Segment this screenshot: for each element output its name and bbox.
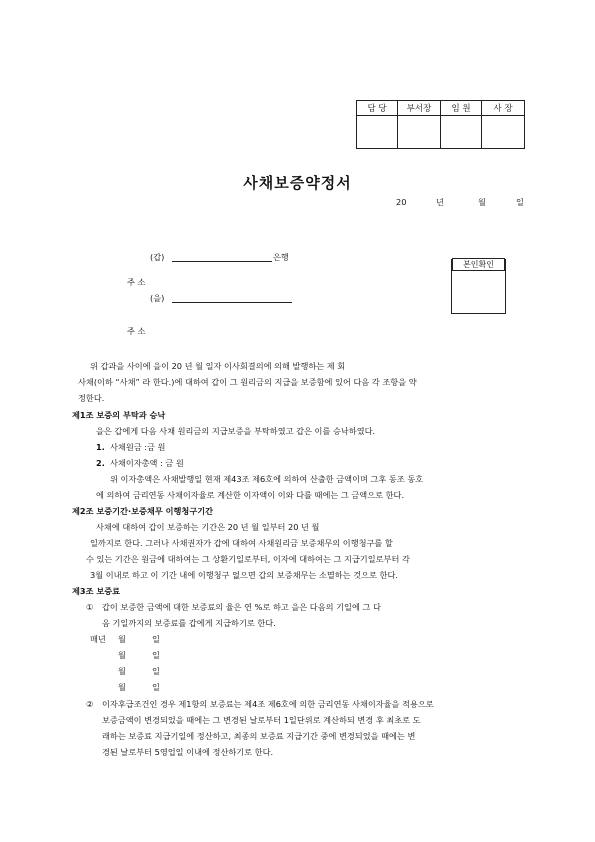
article-1-item-2: 사채이자총액 : 금 원 xyxy=(110,458,184,468)
approval-header-staff: 담 당 xyxy=(357,101,398,116)
date-year: 년 xyxy=(436,197,444,207)
approval-sign-cell[interactable] xyxy=(482,116,525,149)
approval-sign-cell[interactable] xyxy=(398,116,441,149)
intro-line-1: 위 갑과을 사이에 을이 20 년 월 일자 이사회결의에 의해 발행하는 제 회 xyxy=(90,361,346,371)
article-2-title: 제2조 보증기간·보증채무 이행청구기간 xyxy=(72,506,214,516)
approval-table xyxy=(356,100,525,149)
article-3-paragraph-1-line-2: 음 기일까지의 보증료를 갑에게 지급하기로 한다. xyxy=(102,618,276,628)
approval-header-president: 사 장 xyxy=(482,101,525,116)
party-gap-suffix: 은행 xyxy=(273,252,289,262)
date-year-prefix: 20 xyxy=(396,197,407,207)
schedule-month: 월 xyxy=(118,634,126,644)
article-1-note-line-2: 에 의하여 금리연동 사채이자율로 계산한 이자액이 이와 다를 때에는 그 금액으로 한다. xyxy=(96,490,405,500)
approval-sign-cell[interactable] xyxy=(441,116,482,149)
party-eul-label: (을) xyxy=(150,293,165,303)
article-3-paragraph-2-line-1: 이자후급조건인 경우 제1항의 보증료는 제4조 제6호에 의한 금리연동 사채이자율을 적용으로 xyxy=(102,699,434,709)
article-1-note-line-1: 위 이자총액은 사채발행일 현재 제43조 제6호에 의하여 산출한 금액이며 그후 동조 동호 xyxy=(110,474,424,484)
approval-header-executive: 임 원 xyxy=(441,101,482,116)
article-3-paragraph-2-line-3: 래하는 보증료 지급기일에 정산하고, 최종의 보증료 지급기간 중에 변경되었을 때에는 변 xyxy=(102,731,416,741)
date-day: 일 xyxy=(516,197,524,207)
schedule-month: 월 xyxy=(118,682,126,692)
address-label-2: 주 소 xyxy=(127,326,146,336)
address-label-1: 주 소 xyxy=(127,277,146,287)
schedule-day: 일 xyxy=(152,682,160,692)
schedule-day: 일 xyxy=(152,634,160,644)
intro-line-3: 정한다. xyxy=(78,393,105,403)
schedule-prefix: 매년 xyxy=(90,634,106,644)
schedule-month: 월 xyxy=(118,666,126,676)
date-month: 월 xyxy=(478,197,486,207)
schedule-day: 일 xyxy=(152,650,160,660)
article-2-line-3: 수 있는 기간은 원금에 대하여는 그 상환기일로부터, 이자에 대하여는 그 지급기일로부터 각 xyxy=(86,554,410,564)
approval-sign-cell[interactable] xyxy=(357,116,398,149)
seal-label: 본인확인 xyxy=(452,258,505,271)
article-1-item-2-number: 2. xyxy=(96,458,105,468)
article-2-line-4: 3월 이내로 하고 이 기간 내에 이행청구 없으면 갑의 보증채무는 소멸하는 것으로 한다. xyxy=(90,570,398,580)
article-2-line-1: 사채에 대하여 갑이 보증하는 기간은 20 년 월 일부터 20 년 월 xyxy=(96,522,320,532)
article-3-paragraph-1-number: ① xyxy=(86,602,94,612)
approval-header-dept-head: 부서장 xyxy=(398,101,441,116)
party-gap-label: (갑) xyxy=(150,252,165,262)
article-3-paragraph-2-line-2: 보증금액이 변경되었을 때에는 그 변경된 날로부터 1일단위로 계산하되 변경 후 최초로 도 xyxy=(102,715,421,725)
intro-line-2: 사채(이하 “사채” 라 한다.)에 대하여 갑이 그 원리금의 지급을 보증함에 있어 다음 각 조항을 약 xyxy=(78,377,417,387)
document-title: 사채보증약정서 xyxy=(243,174,352,192)
party-eul-field[interactable] xyxy=(172,293,292,303)
party-gap-field[interactable] xyxy=(172,252,272,262)
schedule-month: 월 xyxy=(118,650,126,660)
article-3-paragraph-2-line-4: 경된 날로부터 5영업일 이내에 정산하기로 한다. xyxy=(102,747,274,757)
article-3-paragraph-1-line-1: 갑이 보증한 금액에 대한 보증료의 율은 연 %로 하고 을은 다음의 기일에 그 다 xyxy=(102,602,381,612)
article-3-paragraph-2-number: ② xyxy=(86,699,94,709)
article-1-item-1: 사채원금 :금 원 xyxy=(110,442,166,452)
article-1-title: 제1조 보증의 부탁과 승낙 xyxy=(72,410,166,420)
article-3-title: 제3조 보증료 xyxy=(72,586,121,596)
article-1-line: 을은 갑에게 다음 사채 원리금의 지급보증을 부탁하였고 갑은 이를 승낙하였다. xyxy=(96,426,376,436)
article-1-item-1-number: 1. xyxy=(96,442,105,452)
article-2-line-2: 일까지로 한다. 그러나 사채권자가 갑에 대하여 사채원리금 보증채무의 이행청구를 할 xyxy=(90,538,393,548)
schedule-day: 일 xyxy=(152,666,160,676)
